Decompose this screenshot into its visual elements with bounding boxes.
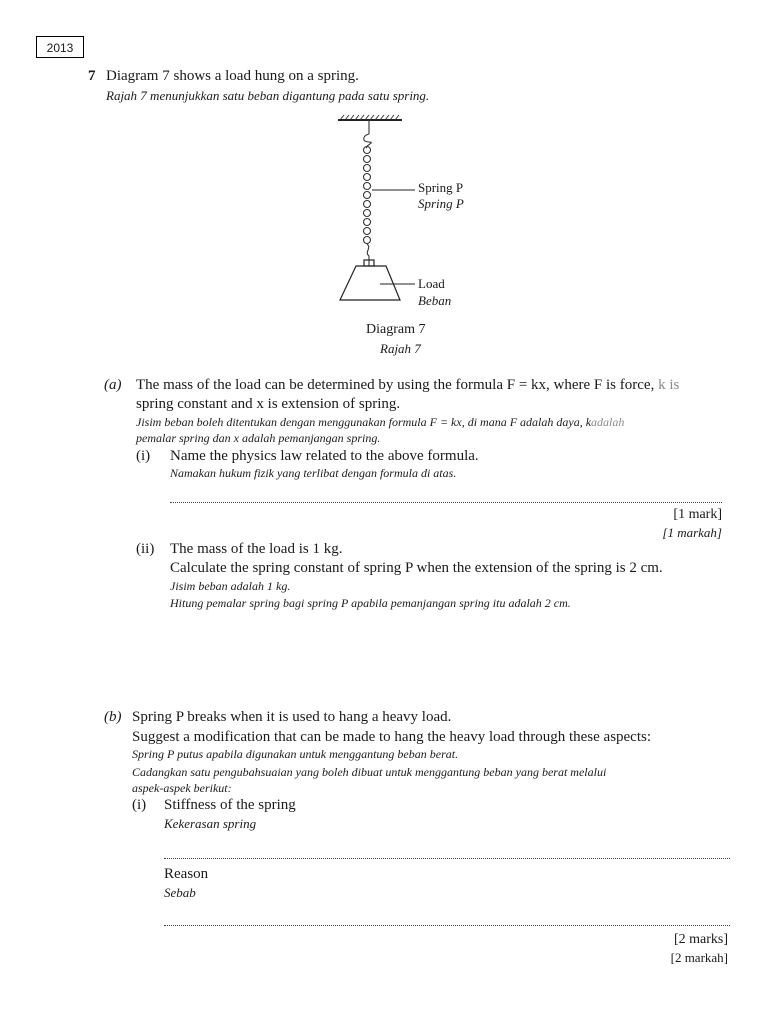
question-number: 7 — [88, 68, 96, 84]
answer-line-a-i[interactable] — [170, 502, 722, 503]
part-b-text-my-2: Cadangkan satu pengubahsuaian yang boleh dibuat untuk menggantung beban yang berat melalui — [132, 765, 607, 779]
question-intro-my: Rajah 7 menunjukkan satu beban digantung pada satu spring. — [106, 88, 430, 103]
ceiling-support — [338, 115, 402, 120]
part-a-i-label: (i) — [136, 448, 151, 464]
marks-b-i-my: [2 markah] — [670, 950, 728, 965]
part-a-label: (a) — [104, 377, 122, 393]
answer-line-b-i-reason[interactable] — [164, 925, 730, 926]
part-a-i-text-my: Namakan hukum fizik yang terlibat dengan formula di atas. — [170, 466, 457, 480]
spring-load-diagram — [320, 112, 480, 312]
part-a-text-my-1: Jisim beban boleh ditentukan dengan menggunakan formula F = kx, di mana F adalah daya, kadalah — [136, 415, 625, 429]
diagram-caption-en: Diagram 7 — [366, 322, 426, 337]
part-a-i-text-en: Name the physics law related to the above formula. — [170, 448, 479, 464]
part-a-ii-text-my-2: Hitung pemalar spring bagi spring P apabila pemanjangan spring itu adalah 2 cm. — [170, 596, 571, 610]
part-b-text-my-1: Spring P putus apabila digunakan untuk menggantung beban berat. — [132, 747, 459, 761]
part-a-text-en-2: spring constant and x is extension of spring. — [136, 396, 401, 412]
part-a-text-en-1: The mass of the load can be determined by using the formula F = kx, where F is force, k is — [136, 377, 680, 393]
part-b-i-aspect-my: Kekerasan spring — [164, 816, 257, 831]
spring-label-en: Spring P — [418, 180, 464, 195]
part-b-text-en-1: Spring P breaks when it is used to hang a heavy load. — [132, 709, 452, 725]
question-intro-en: Diagram 7 shows a load hung on a spring. — [106, 68, 359, 84]
part-a-ii-text-en-1: The mass of the load is 1 kg. — [170, 541, 343, 557]
part-b-i-reason-en: Reason — [164, 866, 209, 882]
marks-a-i-my: [1 markah] — [662, 525, 722, 540]
load-label-my: Beban — [418, 293, 452, 308]
part-b-text-my-3: aspek-aspek berikut: — [132, 781, 232, 795]
part-b-text-en-2: Suggest a modification that can be made to hang the heavy load through these aspects: — [132, 729, 652, 745]
spring-p — [364, 120, 372, 266]
part-a-ii-text-my-1: Jisim beban adalah 1 kg. — [170, 579, 291, 593]
part-b-i-label: (i) — [132, 797, 147, 813]
marks-a-i-en: [1 mark] — [673, 507, 722, 522]
part-b-i-reason-my: Sebab — [164, 885, 196, 900]
spring-label-my: Spring P — [418, 196, 464, 211]
part-b-i-aspect-en: Stiffness of the spring — [164, 797, 296, 813]
part-a-ii-text-en-2: Calculate the spring constant of spring P when the extension of the spring is 2 cm. — [170, 560, 663, 576]
marks-b-i-en: [2 marks] — [673, 932, 728, 947]
part-a-ii-label: (ii) — [136, 541, 155, 557]
diagram-caption-my: Rajah 7 — [380, 341, 421, 356]
year-label: 2013 — [36, 36, 84, 58]
load-label-en: Load — [418, 276, 445, 291]
answer-line-b-i-aspect[interactable] — [164, 858, 730, 859]
part-a-text-my-2: pemalar spring dan x adalah pemanjangan spring. — [136, 431, 381, 445]
load-block — [340, 260, 400, 300]
part-b-label: (b) — [104, 709, 122, 725]
